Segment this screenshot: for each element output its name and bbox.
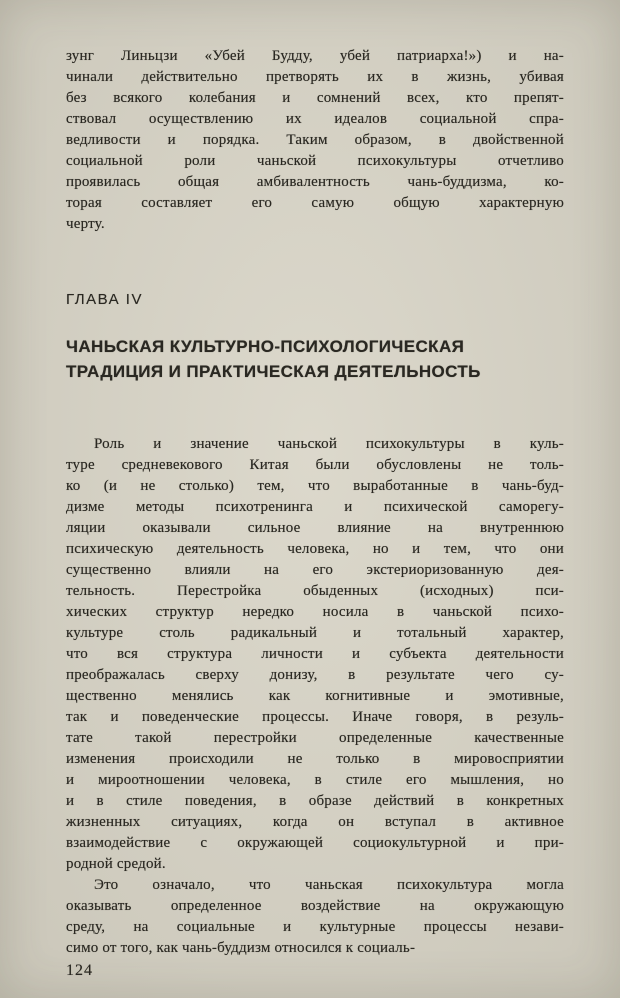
text-line: дизме методы психотренинга и психической саморегу-: [66, 499, 564, 515]
text-line: культуре столь радикальный и тотальный характер,: [66, 625, 564, 641]
text-line: ЧАНЬСКАЯ КУЛЬТУРНО-ПСИХОЛОГИЧЕСКАЯ: [66, 337, 465, 356]
text-line: чинали действительно претворять их в жизнь, убивая: [66, 69, 564, 85]
text-line: тате такой перестройки определенные качественные: [66, 730, 564, 746]
body-paragraph-2: [66, 875, 564, 959]
text-line: туре средневекового Китая были обусловлены не толь-: [66, 457, 564, 473]
text-line: симо от того, как чань-буддизм относился к социаль-: [66, 940, 416, 956]
text-line: щественно менялись как когнитивные и эмотивные,: [66, 688, 564, 704]
text-line: что вся структура личности и субъекта деятельности: [66, 646, 564, 662]
text-line: ляции оказывали сильное влияние на внутреннюю: [66, 520, 564, 536]
text-line: тельность. Перестройка обыденных (исходных) пси-: [66, 583, 564, 599]
text-line: социальной роли чаньской психокультуры отчетливо: [66, 153, 564, 169]
text-line: оказывать определенное воздействие на окружающую: [66, 898, 564, 914]
text-line: без всякого колебания и сомнений всех, кто препят-: [66, 90, 564, 106]
text-line: проявилась общая амбивалентность чань-буддизма, ко-: [66, 174, 564, 190]
text-line: ведливости и порядка. Таким образом, в двойственной: [66, 132, 564, 148]
text-line: зунг Линьцзи «Убей Будду, убей патриарха!») и на-: [66, 48, 564, 64]
text-line: изменения происходили не только в мировосприятии: [66, 751, 564, 767]
text-line: и мироотношении человека, в стиле его мышления, но: [66, 772, 564, 788]
text-line: преображалась сверху донизу, в результате чего су-: [66, 667, 564, 683]
text-line: и в стиле поведения, в образе действий в конкретных: [66, 793, 564, 809]
continued-paragraph: [66, 46, 564, 235]
text-line: ствовал осуществлению их идеалов социальной спра-: [66, 111, 564, 127]
text-line: ко (и не столько) тем, что выработанные в чань-буд-: [66, 478, 564, 494]
text-line: ТРАДИЦИЯ И ПРАКТИЧЕСКАЯ ДЕЯТЕЛЬНОСТЬ: [66, 362, 481, 381]
text-line: Роль и значение чаньской психокультуры в куль-: [94, 436, 564, 452]
text-line: хических структур нередко носила в чаньской психо-: [66, 604, 564, 620]
text-line: психическую деятельность человека, но и тем, что они: [66, 541, 564, 557]
chapter-label: ГЛАВА IV: [66, 291, 143, 308]
text-line: торая составляет его самую общую характерную: [66, 195, 564, 211]
chapter-title: [66, 334, 564, 384]
page-number: 124: [66, 962, 93, 979]
text-line: взаимодействие с окружающей социокультурной и при-: [66, 835, 564, 851]
text-line: существенно влияли на его экстериоризованную дея-: [66, 562, 564, 578]
text-line: черту.: [66, 216, 105, 232]
text-line: жизненных ситуациях, когда он вступал в активное: [66, 814, 564, 830]
body-paragraph-1: [66, 434, 564, 875]
text-line: среду, на социальные и культурные процессы незави-: [66, 919, 564, 935]
text-line: Это означало, что чаньская психокультура могла: [94, 877, 564, 893]
text-line: так и поведенческие процессы. Иначе говоря, в резуль-: [66, 709, 564, 725]
text-line: родной средой.: [66, 856, 166, 872]
